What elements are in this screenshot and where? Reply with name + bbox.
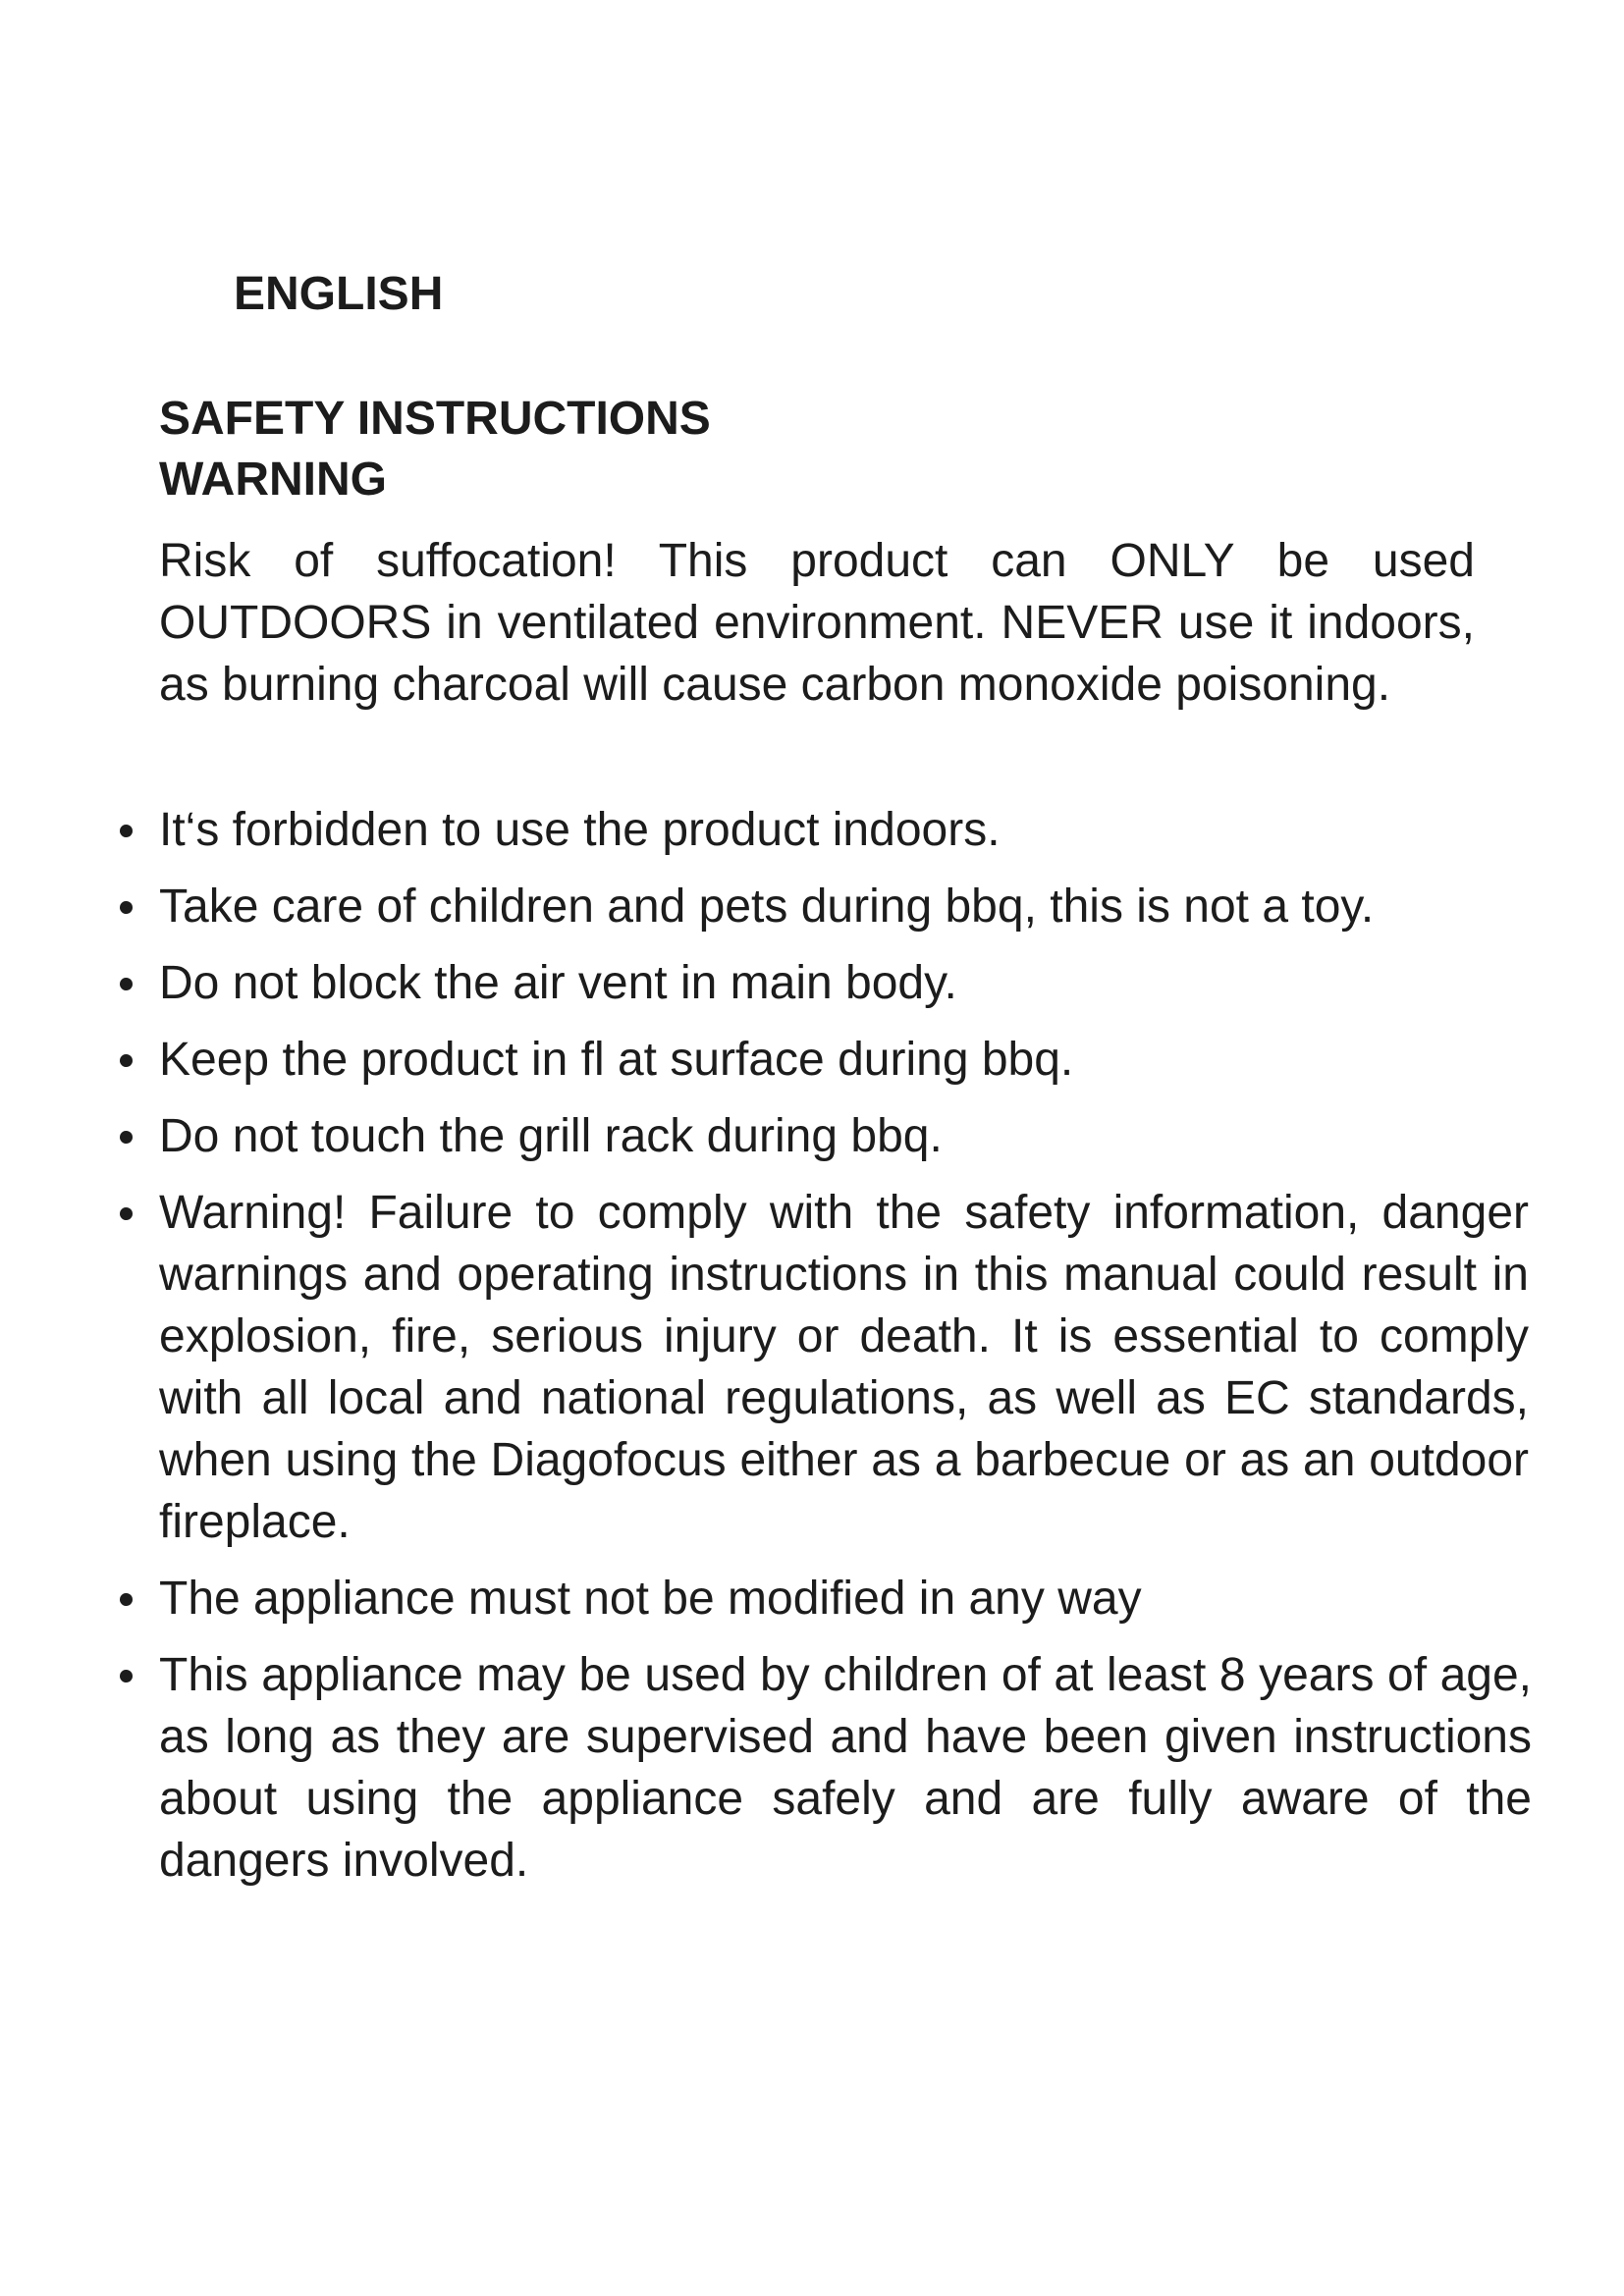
bullet-text: Warning! Failure to comply with the safety information, danger warnings and operating instructions in this manual could result in explosion, fire, serious injury or death. It is essential to comply with all local and national regulations, as well as EC standards, when using the Diagofocus either as a barbecue or as an outdoor fireplace. <box>159 1187 1529 1548</box>
bullet-item <box>0 1029 1534 1091</box>
bullet-text: The appliance must not be modified in any way <box>159 1573 1142 1625</box>
bullet-text: Do not touch the grill rack during bbq. <box>159 1110 943 1162</box>
bullet-text: It‘s forbidden to use the product indoors. <box>159 804 1001 856</box>
bullet-dot-icon <box>120 901 133 914</box>
bullet-item <box>0 1182 1529 1553</box>
bullet-item <box>0 799 1534 861</box>
bullet-item <box>0 1568 1534 1629</box>
bullet-item <box>0 1644 1532 1892</box>
bullet-item <box>0 876 1435 937</box>
bullet-dot-icon <box>120 1207 133 1220</box>
bullet-dot-icon <box>120 1131 133 1144</box>
section-title: SAFETY INSTRUCTIONS <box>159 393 711 445</box>
language-heading: ENGLISH <box>234 268 444 320</box>
bullet-dot-icon <box>120 1670 133 1682</box>
bullet-text: This appliance may be used by children of at least 8 years of age, as long as they are supervised and have been given instructions about using the appliance safely and are fully aware of the dangers involved. <box>159 1649 1532 1887</box>
bullet-item <box>0 1105 1534 1167</box>
bullet-item <box>0 952 1534 1014</box>
warning-heading: WARNING <box>159 454 387 506</box>
bullet-text: Keep the product in fl at surface during bbq. <box>159 1034 1074 1086</box>
warning-paragraph: Risk of suffocation! This product can ONLY be used OUTDOORS in ventilated environment. NEVER use it indoors, as burning charcoal will cause carbon monoxide poisoning. <box>159 535 1475 711</box>
bullet-dot-icon <box>120 978 133 990</box>
bullet-text: Do not block the air vent in main body. <box>159 957 957 1009</box>
bullet-text: Take care of children and pets during bbq, this is not a toy. <box>159 881 1375 933</box>
bullet-dot-icon <box>120 1593 133 1606</box>
safety-bullet-list <box>0 799 1624 1906</box>
bullet-dot-icon <box>120 825 133 837</box>
bullet-dot-icon <box>120 1054 133 1067</box>
